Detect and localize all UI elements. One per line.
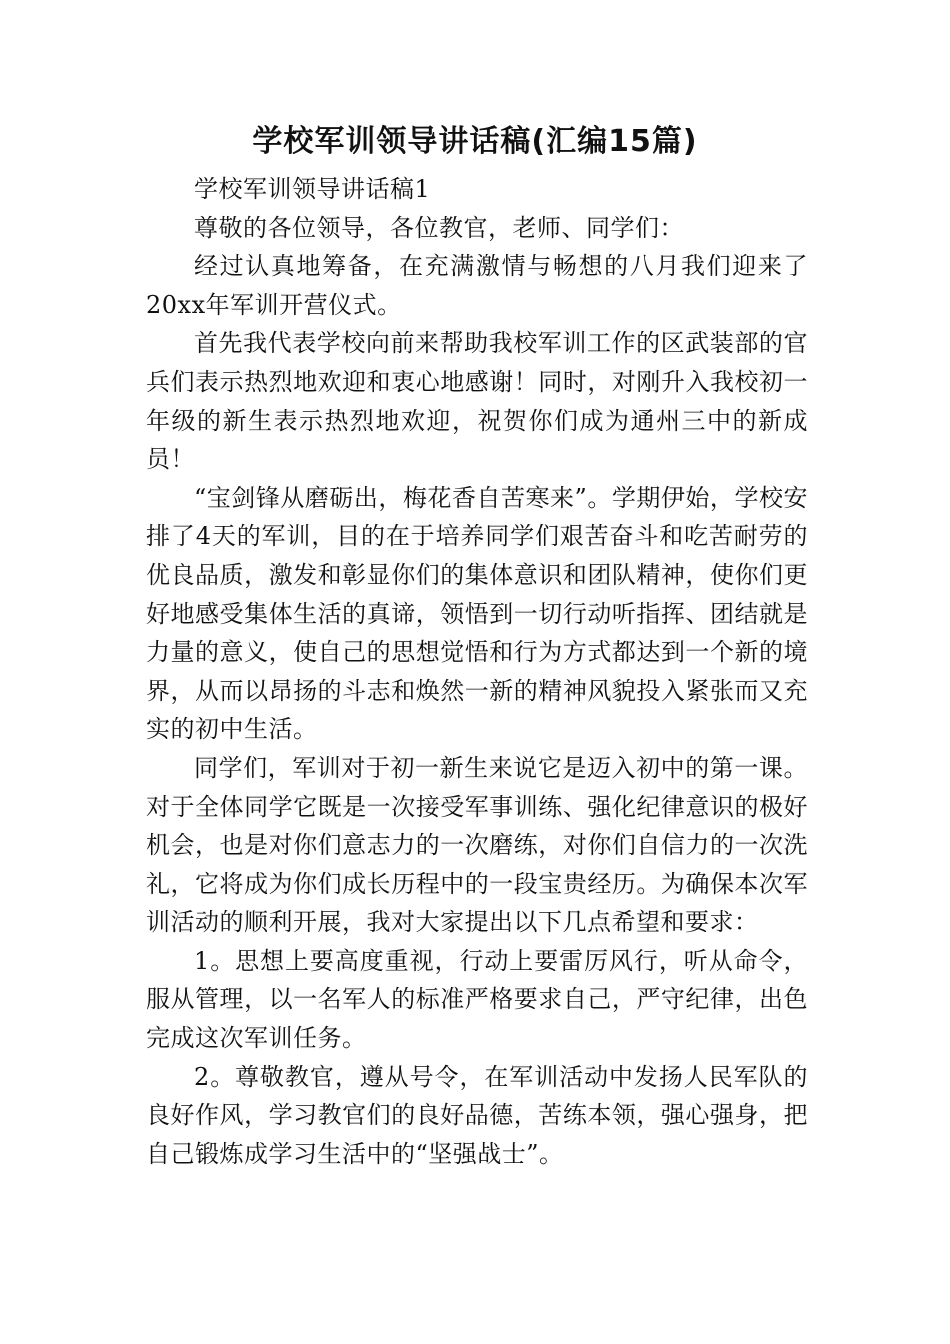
- paragraph: “宝剑锋从磨砺出，梅花香自苦寒来”。学期伊始，学校安排了4天的军训，目的在于培养同学们艰苦奋斗和吃苦耐劳的优良品质，激发和彰显你们的集体意识和团队精神，使你们更好地感受集体生活的真谛，领悟到一切行动听指挥、团结就是力量的意义，使自己的思想觉悟和行为方式都达到一个新的境界，从而以昂扬的斗志和焕然一新的精神风貌投入紧张而又充实的初中生活。: [146, 483, 808, 744]
- document-title: 学校军训领导讲话稿(汇编15篇): [252, 124, 698, 159]
- paragraph: 经过认真地筹备，在充满激情与畅想的八月我们迎来了20xx年军训开营仪式。: [146, 252, 808, 319]
- paragraph-heading: 学校军训领导讲话稿1: [194, 175, 431, 203]
- document-body: [146, 170, 808, 1173]
- paragraph: 首先我代表学校向前来帮助我校军训工作的区武装部的官兵们表示热烈地欢迎和衷心地感谢！同时，对刚升入我校初一年级的新生表示热烈地欢迎，祝贺你们成为通州三中的新成员！: [146, 329, 808, 474]
- paragraph: 同学们，军训对于初一新生来说它是迈入初中的第一课。对于全体同学它既是一次接受军事训练、强化纪律意识的极好机会，也是对你们意志力的一次磨练，对你们自信力的一次洗礼，它将成为你们成长历程中的一段宝贵经历。为确保本次军训活动的顺利开展，我对大家提出以下几点希望和要求：: [146, 753, 808, 937]
- paragraph-list-item-2: 2。尊敬教官，遵从号令，在军训活动中发扬人民军队的良好作风，学习教官们的良好品德，苦练本领，强心强身，把自己锻炼成学习生活中的“坚强战士”。: [146, 1062, 808, 1168]
- paragraph-salutation: 尊敬的各位领导，各位教官，老师、同学们：: [194, 213, 684, 242]
- paragraph-list-item-1: 1。思想上要高度重视，行动上要雷厉风行，听从命令，服从管理，以一名军人的标准严格要求自己，严守纪律，出色完成这次军训任务。: [146, 946, 808, 1053]
